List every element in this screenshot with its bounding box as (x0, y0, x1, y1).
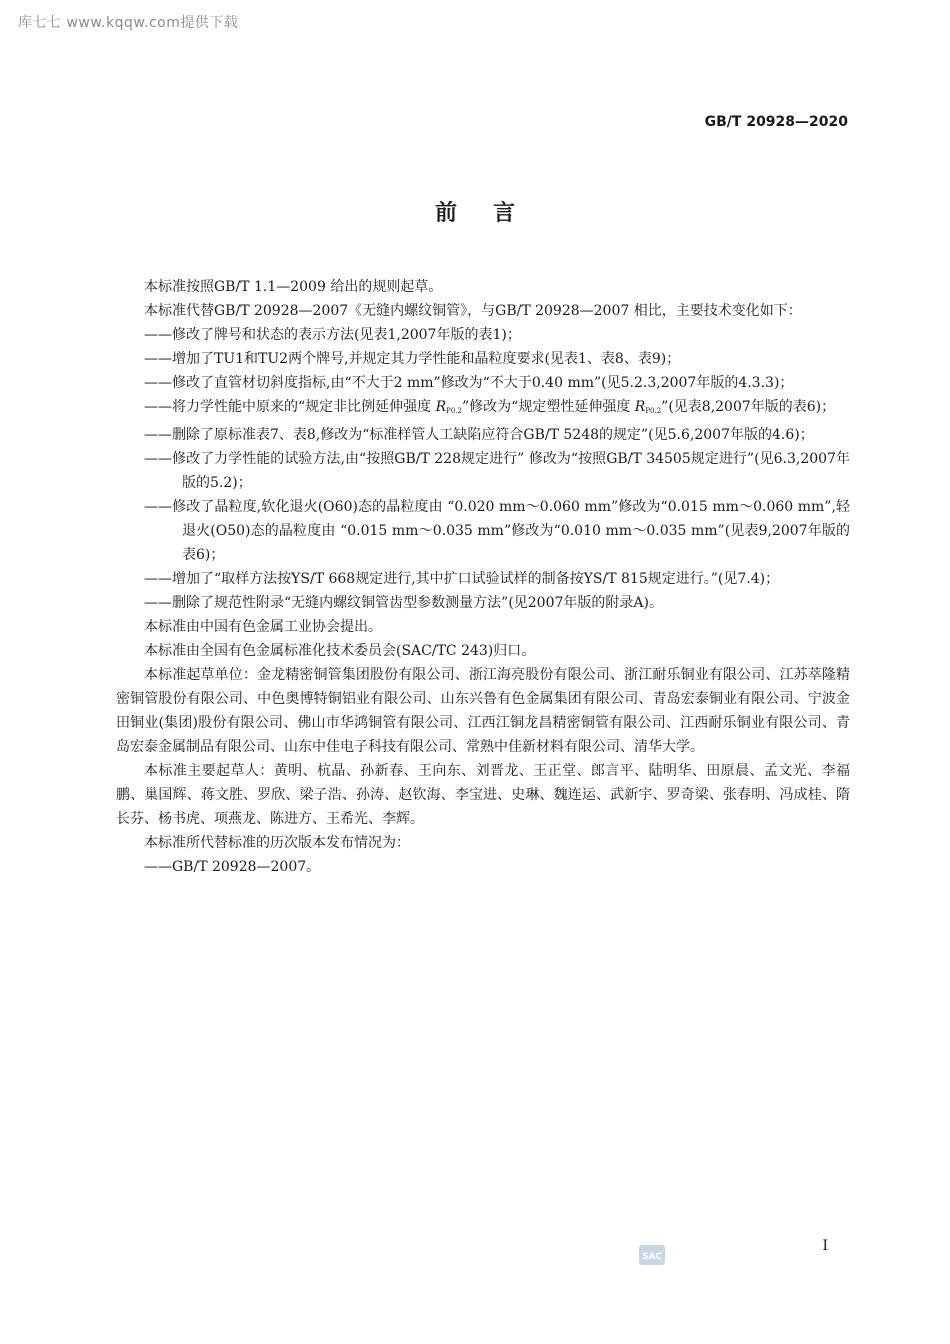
change-item: ——删除了规范性附录“无缝内螺纹铜管齿型参数测量方法”(见2007年版的附录A)。 (144, 595, 663, 611)
r-symbol: R (435, 399, 447, 415)
change-item: ——修改了牌号和状态的表示方法(见表1,2007年版的表1)； (144, 327, 521, 343)
change-text: ”修改为“规定塑性延伸强度 (462, 399, 631, 415)
change-item: ——修改了力学性能的试验方法,由“按照GB/T 228规定进行” 修改为“按照GB/T 34505规定进行”(见6.3,2007年版的5.2)； (144, 451, 850, 491)
change-item-strength (116, 395, 850, 423)
page-number: I (822, 1238, 828, 1254)
change-item: ——增加了TU1和TU2两个牌号,并规定其力学性能和晶粒度要求(见表1、表8、表9)； (144, 351, 681, 367)
sac-logo-icon (638, 1244, 666, 1266)
paragraph-drafters: 本标准主要起草人：黄明、杭晶、孙新春、王向东、刘晋龙、王正堂、郎言平、陆明华、田原晨、孟文光、李福鹏、巢国辉、蒋文胜、罗欣、梁子浩、孙涛、赵钦海、李宝进、史琳、魏连运、武新宇、罗奇梁、张春明、冯成桂、隋长芬、杨书虎、项燕龙、陈进方、王希光、李辉。 (116, 763, 850, 827)
change-item: ——修改了直管材切斜度指标,由“不大于2 mm”修改为“不大于0.40 mm”(见5.2.3,2007年版的4.3.3)； (144, 375, 794, 391)
paragraph-committee: 本标准由全国有色金属标准化技术委员会(SAC/TC 243)归口。 (144, 643, 536, 659)
change-item: ——增加了“取样方法按YS/T 668规定进行,其中扩口试验试样的制备按YS/T 815规定进行。”(见7.4)； (144, 571, 780, 587)
paragraph-drafting-units: 本标准起草单位：金龙精密铜管集团股份有限公司、浙江海亮股份有限公司、浙江耐乐铜业有限公司、江苏萃隆精密铜管股份有限公司、中色奥博特铜铝业有限公司、山东兴鲁有色金属集团有限公司、青岛宏泰铜业有限公司、宁波金田铜业(集团)股份有限公司、佛山市华鸿铜管有限公司、江西江铜龙昌精密铜管有限公司、江西耐乐铜业有限公司、青岛宏泰金属制品有限公司、山东中佳电子科技有限公司、常熟中佳新材料有限公司、清华大学。 (116, 667, 850, 755)
change-text: ——将力学性能中原来的“规定非比例延伸强度 (144, 399, 432, 415)
paragraph-proposer: 本标准由中国有色金属工业协会提出。 (144, 619, 382, 635)
paragraph-history: 本标准所代替标准的历次版本发布情况为： (144, 835, 410, 851)
r-subscript: P0.2 (446, 407, 462, 415)
change-item: ——删除了原标准表7、表8,修改为“标准样管人工缺陷应符合GB/T 5248的规定”(见5.6,2007年版的4.6)； (144, 427, 814, 443)
r-symbol: R (634, 399, 646, 415)
logo-label: SAC (641, 1252, 663, 1262)
history-item: ——GB/T 20928—2007。 (144, 859, 321, 875)
download-watermark: 库七七 www.kqqw.com提供下载 (18, 15, 239, 31)
r-subscript: P0.2 (645, 407, 662, 415)
paragraph-replacement: 本标准代替GB/T 20928—2007《无缝内螺纹铜管》，与GB/T 20928—2007 相比，主要技术变化如下： (144, 303, 802, 319)
standard-code: GB/T 20928—2020 (704, 114, 848, 130)
page-title: 前言 (434, 201, 551, 226)
paragraph-drafting-rules: 本标准按照GB/T 1.1—2009 给出的规则起草。 (144, 279, 443, 295)
change-item: ——修改了晶粒度,软化退火(O60)态的晶粒度由 “0.020 mm～0.060 mm”修改为“0.015 mm～0.060 mm”,轻退火(O50)态的晶粒度由 “0.015 mm～0.035 mm”修改为“0.010 mm～0.035 mm”(见表9,2007年版的表6)； (144, 499, 850, 563)
foreword-body (116, 275, 850, 879)
change-text: ”(见表8,2007年版的表6)； (661, 399, 836, 415)
